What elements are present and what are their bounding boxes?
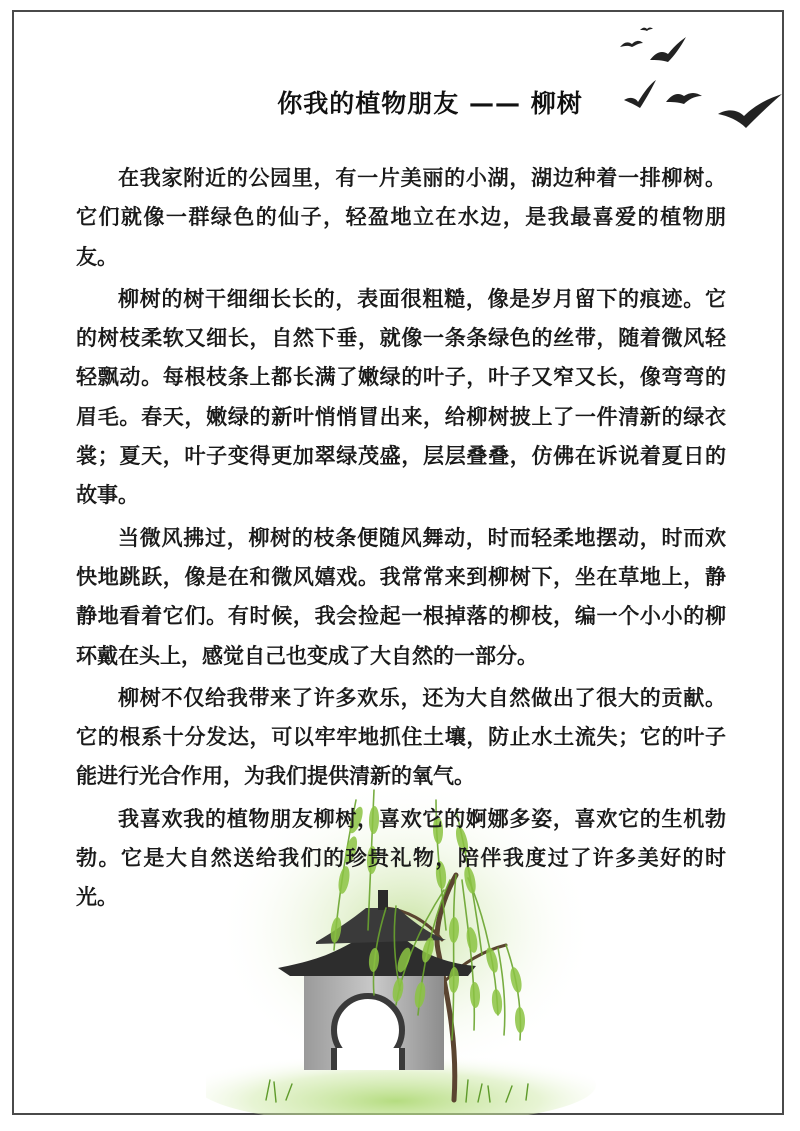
article-body (76, 159, 726, 918)
paragraph-wind: 当微风拂过，柳树的枝条便随风舞动，时而轻柔地摆动，时而欢快地跳跃，像是在和微风嬉戏。我常常来到柳树下，坐在草地上，静静地看着它们。有时候，我会捡起一根掉落的柳枝，编一个小小的柳环戴在头上，感觉自己也变成了大自然的一部分。 (76, 525, 726, 668)
paragraph-intro: 在我家附近的公园里，有一片美丽的小湖，湖边种着一排柳树。它们就像一群绿色的仙子，轻盈地立在水边，是我最喜爱的植物朋友。 (76, 166, 726, 269)
paragraph-contribution: 柳树不仅给我带来了许多欢乐，还为大自然做出了很大的贡献。它的根系十分发达，可以牢牢地抓住土壤，防止水土流失；它的叶子能进行光合作用，为我们提供清新的氧气。 (76, 685, 726, 789)
document-title: 你我的植物朋友 —— 柳树 (277, 89, 583, 118)
paragraph-appearance: 柳树的树干细细长长的，表面很粗糙，像是岁月留下的痕迹。它的树枝柔软又细长，自然下垂，就像一条条绿色的丝带，随着微风轻轻飘动。每根枝条上都长满了嫩绿的叶子，叶子又窄又长，像弯弯的眉毛。春天，嫩绿的新叶悄悄冒出来，给柳树披上了一件清新的绿衣裳；夏天，叶子变得更加翠绿茂盛，层层叠叠，仿佛在诉说着夏日的故事。 (76, 286, 726, 508)
paragraph-conclusion: 我喜欢我的植物朋友柳树，喜欢它的婀娜多姿，喜欢它的生机勃勃。它是大自然送给我们的珍贵礼物，陪伴我度过了许多美好的时光。 (76, 806, 726, 910)
